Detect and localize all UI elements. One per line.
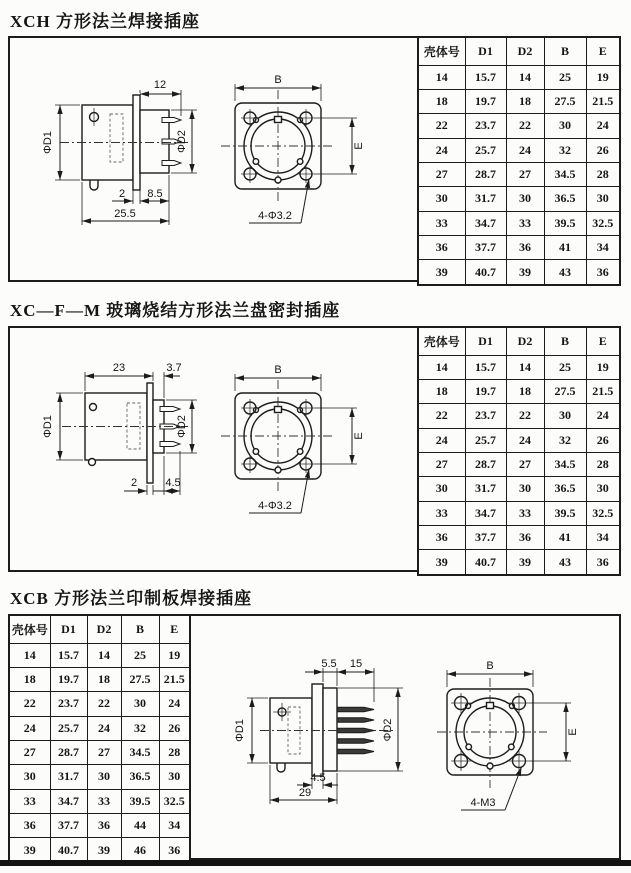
table-row [9,716,190,740]
table-cell: 39.5 [121,789,159,813]
column-header: D1 [50,615,87,643]
table-cell: 24 [418,138,465,162]
table-cell: 33 [9,789,50,813]
table-cell: 34.5 [544,452,586,476]
column-header: D2 [506,37,544,65]
table-cell: 30 [87,765,121,789]
table-cell: 43 [544,550,586,575]
table-cell: 24 [506,138,544,162]
table-row [418,235,620,259]
table-cell: 36 [87,813,121,837]
table-cell: 27 [9,740,50,764]
xcfm-panel [8,326,621,572]
xcb-front-geometry [437,678,547,788]
table-row [418,550,620,575]
table-cell: 30 [544,404,586,428]
table-cell: 25.7 [465,138,506,162]
table-cell: 32.5 [586,501,620,525]
table-cell: 36 [418,235,465,259]
table-row [418,65,620,89]
table-cell: 22 [418,114,465,138]
table-cell: 22 [418,404,465,428]
table-cell: 30 [544,114,586,138]
table-cell: 27 [506,452,544,476]
table-cell: 26 [586,138,620,162]
table-cell: 36.5 [544,477,586,501]
table-cell: 25 [121,643,159,667]
dimension-label: 23 [112,362,126,374]
xch-front-view-drawing [205,68,385,230]
table-cell: 15.7 [465,65,506,89]
table-cell: 19 [586,355,620,379]
table-cell: 25 [544,65,586,89]
table-cell: 14 [9,643,50,667]
column-header: 壳体号 [418,37,465,65]
table-cell: 30 [586,187,620,211]
dimension-label: ΦD1 [42,415,54,438]
column-header: 壳体号 [9,615,50,643]
xch-spec-table [417,36,621,286]
dimension-label: B [274,74,282,86]
table-cell: 23.7 [465,114,506,138]
table-row [9,667,190,691]
table-cell: 37.7 [50,813,87,837]
table-cell: 27 [87,740,121,764]
dimension-label: ΦD2 [176,130,188,153]
table-cell: 30 [159,765,190,789]
hole-callout-label: 4-M3 [470,797,496,809]
table-cell: 25 [544,355,586,379]
table-cell: 18 [87,667,121,691]
table-row [418,187,620,211]
table-cell: 24 [418,428,465,452]
dimension-label: B [274,364,282,376]
xcfm-side-geometry [62,383,188,483]
table-cell: 36 [586,260,620,285]
column-header: D1 [465,37,506,65]
xch-side-view-drawing [22,68,202,228]
section-title-xcfm: XC—F—M 玻璃烧结方形法兰盘密封插座 [10,301,341,320]
table-cell: 19.7 [465,89,506,113]
table-cell: 31.7 [465,187,506,211]
table-cell: 24 [9,716,50,740]
table-cell: 28.7 [465,452,506,476]
table-cell: 14 [418,355,465,379]
column-header: D2 [506,327,544,355]
table-header-row [418,327,620,355]
table-cell: 36.5 [544,187,586,211]
table-row [418,211,620,235]
table-cell: 40.7 [50,838,87,863]
table-cell: 37.7 [465,235,506,259]
table-cell: 22 [9,692,50,716]
table-cell: 36 [159,838,190,863]
table-row [9,765,190,789]
table-cell: 25.7 [465,428,506,452]
table-cell: 14 [506,355,544,379]
table-cell: 28.7 [465,162,506,186]
xcb-side-geometry [260,684,393,776]
table-cell: 22 [87,692,121,716]
table-cell: 34 [159,813,190,837]
table-cell: 28.7 [50,740,87,764]
table-cell: 14 [506,65,544,89]
section-title-xcb: XCB 方形法兰印制板焊接插座 [10,589,253,608]
table-row [418,355,620,379]
table-cell: 39 [418,260,465,285]
xch-front-geometry [221,90,335,204]
table-cell: 24 [506,428,544,452]
table-row [418,452,620,476]
table-row [9,643,190,667]
column-header: D1 [465,327,506,355]
table-cell: 34 [586,525,620,549]
table-cell: 32 [121,716,159,740]
table-cell: 39.5 [544,211,586,235]
table-cell: 24 [159,692,190,716]
dimension-label: ΦD1 [42,131,54,154]
table-cell: 18 [506,379,544,403]
column-header: E [586,37,620,65]
dimension-label: ΦD1 [234,719,246,742]
table-cell: 34.5 [121,740,159,764]
column-header: B [544,327,586,355]
table-cell: 23.7 [465,404,506,428]
table-cell: 36 [586,550,620,575]
table-cell: 44 [121,813,159,837]
table-cell: 32.5 [159,789,190,813]
dimension-label: E [353,432,365,440]
table-cell: 39.5 [544,501,586,525]
table-cell: 22 [506,114,544,138]
table-row [418,404,620,428]
table-cell: 34.5 [544,162,586,186]
table-cell: 36.5 [121,765,159,789]
table-cell: 34 [586,235,620,259]
table-cell: 22 [506,404,544,428]
table-cell: 24 [586,404,620,428]
xcb-panel [8,614,621,860]
xcb-front-view-drawing [425,634,605,824]
table-cell: 33 [418,501,465,525]
table-cell: 34.7 [50,789,87,813]
table-cell: 14 [87,643,121,667]
table-cell: 34.7 [465,211,506,235]
table-row [418,89,620,113]
table-cell: 19 [586,65,620,89]
table-header-row [9,615,190,643]
table-cell: 18 [418,379,465,403]
table-cell: 41 [544,525,586,549]
dimension-label: 15 [349,658,363,670]
table-cell: 18 [9,667,50,691]
table-cell: 30 [418,477,465,501]
hole-callout-label: 4-Φ3.2 [258,500,292,512]
table-cell: 30 [506,187,544,211]
table-cell: 33 [418,211,465,235]
table-cell: 30 [121,692,159,716]
table-header-row [418,37,620,65]
xcb-side-view-drawing [225,636,425,816]
table-cell: 27.5 [544,379,586,403]
table-cell: 15.7 [465,355,506,379]
dimension-label: 29 [298,787,312,799]
xcb-spec-table [8,614,191,864]
table-cell: 33 [87,789,121,813]
table-row [418,162,620,186]
table-row [418,428,620,452]
dimension-label: 4.5 [310,772,326,784]
table-cell: 27 [418,162,465,186]
xcfm-spec-table [417,326,621,576]
table-cell: 39 [9,838,50,863]
table-row [9,789,190,813]
table-cell: 40.7 [465,550,506,575]
column-header: 壳体号 [418,327,465,355]
table-cell: 21.5 [159,667,190,691]
dimension-label: ΦD2 [176,415,188,438]
column-header: B [544,37,586,65]
dimension-label: 12 [153,79,167,91]
table-row [9,692,190,716]
column-header: B [121,615,159,643]
table-cell: 19.7 [465,379,506,403]
table-cell: 30 [586,477,620,501]
column-header: E [586,327,620,355]
table-cell: 46 [121,838,159,863]
table-cell: 43 [544,260,586,285]
dimension-label: 25.5 [114,208,136,220]
table-cell: 28 [586,452,620,476]
table-row [418,114,620,138]
table-cell: 27.5 [544,89,586,113]
table-cell: 23.7 [50,692,87,716]
xcfm-front-view-drawing [205,358,385,520]
table-cell: 31.7 [465,477,506,501]
dimension-label: 2 [118,188,126,200]
xcfm-front-geometry [221,380,335,494]
table-cell: 24 [586,114,620,138]
table-cell: 27 [506,162,544,186]
table-cell: 28 [159,740,190,764]
dimension-label: 4.5 [165,477,181,489]
dimension-label: 3.7 [166,362,182,374]
section-title-xch: XCH 方形法兰焊接插座 [10,12,201,31]
table-cell: 33 [506,501,544,525]
dimension-label: 5.5 [321,658,337,670]
dimension-label: 8.5 [147,188,163,200]
table-cell: 24 [87,716,121,740]
xcfm-side-view-drawing [22,356,202,516]
table-cell: 32.5 [586,211,620,235]
table-row [418,138,620,162]
table-row [418,379,620,403]
table-cell: 32 [544,138,586,162]
dimension-label: ΦD2 [382,718,394,742]
table-row [418,260,620,285]
table-row [418,525,620,549]
table-row [418,501,620,525]
page-bottom-rule [0,860,631,866]
hole-callout-label: 4-Φ3.2 [258,210,292,222]
column-header: E [159,615,190,643]
table-cell: 34.7 [465,501,506,525]
dimension-label: E [567,728,579,736]
table-cell: 15.7 [50,643,87,667]
table-cell: 36 [9,813,50,837]
table-cell: 27.5 [121,667,159,691]
table-cell: 19 [159,643,190,667]
table-row [9,813,190,837]
table-cell: 26 [586,428,620,452]
table-row [9,740,190,764]
table-cell: 39 [418,550,465,575]
table-cell: 21.5 [586,379,620,403]
dimension-label: B [486,660,494,672]
table-cell: 28 [586,162,620,186]
table-cell: 27 [418,452,465,476]
table-cell: 30 [9,765,50,789]
table-cell: 19.7 [50,667,87,691]
xch-panel [8,36,621,282]
table-cell: 18 [506,89,544,113]
table-cell: 36 [506,525,544,549]
table-cell: 40.7 [465,260,506,285]
table-cell: 18 [418,89,465,113]
table-cell: 14 [418,65,465,89]
column-header: D2 [87,615,121,643]
table-cell: 41 [544,235,586,259]
table-cell: 31.7 [50,765,87,789]
table-cell: 25.7 [50,716,87,740]
table-row [418,477,620,501]
dimension-label: 2 [130,477,138,489]
table-cell: 39 [506,550,544,575]
table-cell: 39 [87,838,121,863]
table-cell: 36 [506,235,544,259]
table-cell: 32 [544,428,586,452]
table-cell: 30 [418,187,465,211]
table-cell: 21.5 [586,89,620,113]
table-cell: 33 [506,211,544,235]
dimension-label: E [353,142,365,150]
table-cell: 39 [506,260,544,285]
table-cell: 37.7 [465,525,506,549]
table-cell: 30 [506,477,544,501]
table-cell: 26 [159,716,190,740]
table-cell: 36 [418,525,465,549]
